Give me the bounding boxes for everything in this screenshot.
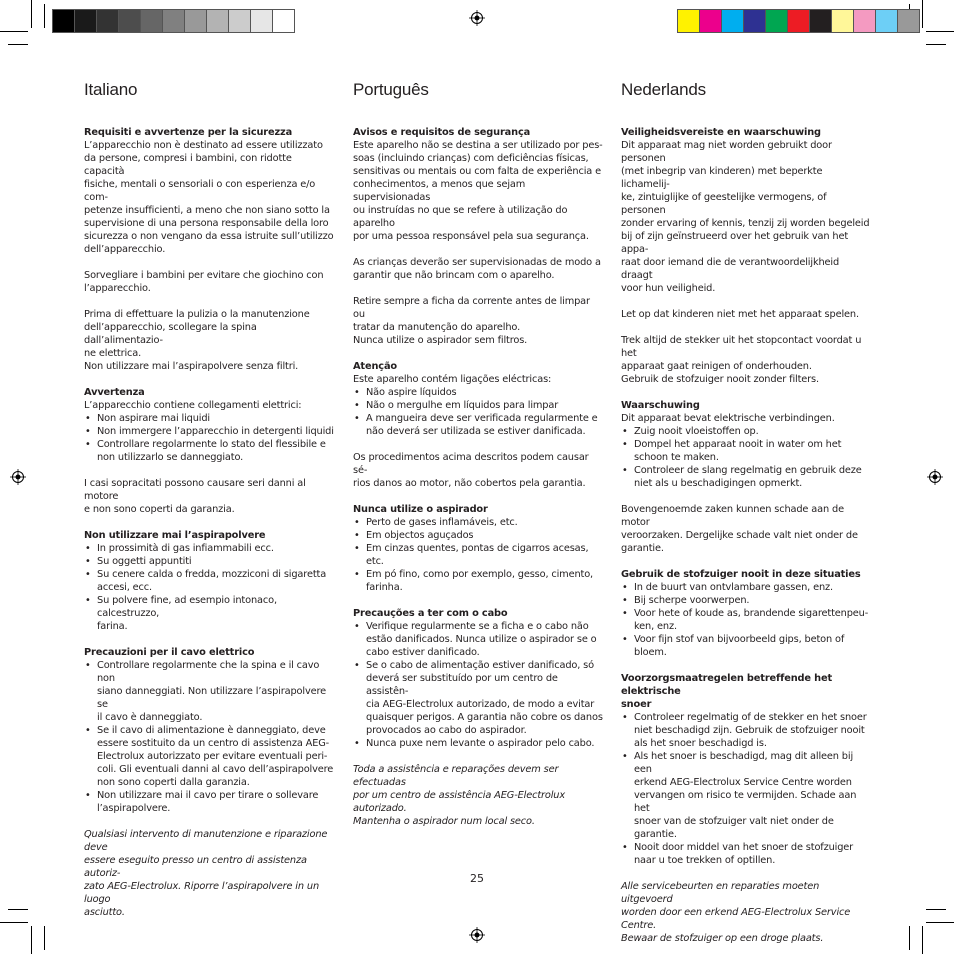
text-line: L’apparecchio contiene collegamenti elettrici: bbox=[84, 400, 302, 411]
subheading: Atenção bbox=[353, 361, 397, 372]
text-line: (met inbegrip van kinderen) met beperkte lichamelij- bbox=[621, 166, 823, 190]
subheading: Voorzorgsmaatregelen betreffende het elektrische bbox=[621, 673, 833, 697]
list-item bbox=[353, 737, 603, 750]
text-line: siano danneggiati. Non utilizzare l’aspirapolvere se bbox=[97, 686, 327, 710]
section-title: Nederlands bbox=[621, 80, 706, 99]
text-line: ou instruídas no que se refere à utilização do aparelho bbox=[353, 205, 568, 229]
text-line: supervisione di una persona responsabile della loro bbox=[84, 218, 329, 229]
color-swatch bbox=[700, 10, 722, 32]
text-line: Nunca utilize o aspirador sem filtros. bbox=[353, 335, 528, 346]
list-item bbox=[621, 464, 871, 490]
text-line: Mantenha o aspirador num local seco. bbox=[353, 816, 535, 827]
text-line: • Controleer de slang regelmatig en gebruik deze bbox=[634, 465, 862, 476]
text-line: Bovengenoemde zaken kunnen schade aan de motor bbox=[621, 504, 844, 528]
subheading: Nunca utilize o aspirador bbox=[353, 504, 488, 515]
text-line: essere sostituito da un centro di assistenza AEG- bbox=[97, 738, 330, 749]
subheading: Avisos e requisitos de segurança bbox=[353, 127, 531, 138]
subheading: Requisiti e avvertenze per la sicurezza bbox=[84, 127, 293, 138]
text-line: voor hun veiligheid. bbox=[621, 283, 716, 294]
list-item bbox=[353, 386, 603, 399]
spacer bbox=[84, 815, 334, 828]
bullet-list bbox=[353, 386, 603, 438]
text-line: Dit apparaat bevat elektrische verbindingen. bbox=[621, 413, 835, 424]
registration-mark-icon bbox=[469, 927, 485, 943]
text-line: worden door een erkend AEG-Electrolux Service Centre. bbox=[621, 907, 851, 931]
color-swatch bbox=[678, 10, 700, 32]
text-line: • Voor hete of koude as, brandende sigarettenpeu- bbox=[634, 608, 869, 619]
column-body bbox=[353, 126, 603, 828]
crop-mark bbox=[44, 4, 45, 28]
color-swatch bbox=[744, 10, 766, 32]
text-line: zato AEG-Electrolux. Riporre l’aspirapolvere in un luogo bbox=[84, 881, 320, 905]
text-line: • Bij scherpe voorwerpen. bbox=[634, 595, 750, 606]
paragraph bbox=[621, 503, 871, 555]
text-line: • Voor fijn stof van bijvoorbeeld gips, beton of bbox=[634, 634, 845, 645]
list-item bbox=[353, 529, 603, 542]
text-line: • Perto de gases inflamáveis, etc. bbox=[366, 517, 518, 528]
text-line: • Non aspirare mai liquidi bbox=[97, 413, 210, 424]
text-line: Electrolux autorizzato per evitare eventuali peri- bbox=[97, 751, 328, 762]
text-line: accesi, ecc. bbox=[97, 582, 152, 593]
text-line: • Verifique regularmente se a ficha e o cabo não bbox=[366, 621, 589, 632]
text-line: asciutto. bbox=[84, 907, 125, 918]
text-line: sicurezza o non vengano da essa istruite sull’utilizzo bbox=[84, 231, 334, 242]
color-swatch bbox=[766, 10, 788, 32]
subheading: Waarschuwing bbox=[621, 400, 700, 411]
spacer bbox=[621, 490, 871, 503]
text-line: Qualsiasi intervento di manutenzione e riparazione deve bbox=[84, 829, 328, 853]
list-item bbox=[84, 724, 334, 789]
list-item bbox=[84, 594, 334, 633]
bullet-list bbox=[84, 412, 334, 464]
bullet-list bbox=[621, 711, 871, 867]
crop-mark bbox=[44, 926, 45, 950]
column-italiano bbox=[84, 80, 334, 919]
text-line: Dit apparaat mag niet worden gebruikt door personen bbox=[621, 140, 832, 164]
subheading: Precauzioni per il cavo elettrico bbox=[84, 647, 255, 658]
text-line: Este aparelho não se destina a ser utilizado por pes- bbox=[353, 140, 603, 151]
text-line: • Controllare regolarmente lo stato del flessibile e bbox=[97, 439, 326, 450]
text-line: Este aparelho contém ligações eléctricas: bbox=[353, 374, 552, 385]
text-line: zonder ervaring of kennis, tenzij zij worden begeleid bbox=[621, 218, 870, 229]
text-line: cabo estiver danificado. bbox=[366, 647, 480, 658]
spacer bbox=[621, 321, 871, 334]
text-line: • Em pó fino, como por exemplo, gesso, cimento, bbox=[366, 569, 594, 580]
registration-mark-icon bbox=[927, 469, 943, 485]
column-body bbox=[621, 126, 871, 945]
grayscale-color-bar bbox=[52, 9, 295, 33]
text-line: • Su polvere fine, ad esempio intonaco, calcestruzzo, bbox=[97, 595, 277, 619]
text-line: l’apparecchio. bbox=[84, 283, 151, 294]
text-line: • Em objectos aguçados bbox=[366, 530, 474, 541]
list-item bbox=[621, 711, 871, 750]
text-line: As crianças deverão ser supervisionadas de modo a bbox=[353, 257, 601, 268]
text-line: • Controleer regelmatig of de stekker en het snoer bbox=[634, 712, 867, 723]
color-swatch bbox=[251, 10, 273, 32]
list-item bbox=[84, 542, 334, 555]
bullet-list bbox=[353, 516, 603, 594]
text-line: • Nooit door middel van het snoer de stofzuiger bbox=[634, 842, 854, 853]
text-line: bloem. bbox=[634, 647, 667, 658]
list-item bbox=[353, 542, 603, 568]
list-item bbox=[84, 438, 334, 464]
subheading: Non utilizzare mai l’aspirapolvere bbox=[84, 530, 266, 541]
text-line: coli. Gli eventuali danni al cavo dell’aspirapolvere bbox=[97, 764, 334, 775]
text-line: apparaat gaat reinigen of onderhouden. bbox=[621, 361, 812, 372]
text-line: bij of zijn geïnstrueerd over het gebruik van het appa- bbox=[621, 231, 849, 255]
text-line: farina. bbox=[97, 621, 128, 632]
bullet-list bbox=[621, 425, 871, 490]
spacer bbox=[353, 438, 603, 451]
italic-note bbox=[621, 880, 871, 945]
crop-mark bbox=[8, 44, 28, 45]
paragraph bbox=[621, 412, 871, 425]
text-line: sensitivas ou mentais ou com falta de experiência e bbox=[353, 166, 601, 177]
text-line: por um centro de assistência AEG-Electrolux autorizado. bbox=[353, 790, 566, 814]
text-line: da persone, compresi i bambini, con ridotte capacità bbox=[84, 153, 292, 177]
text-line: L’apparecchio non è destinato ad essere utilizzato bbox=[84, 140, 323, 151]
text-line: als het snoer beschadigd is. bbox=[634, 738, 767, 749]
paragraph bbox=[353, 256, 603, 282]
spacer bbox=[353, 594, 603, 607]
text-line: • Não aspire líquidos bbox=[366, 387, 457, 398]
text-line: ke, zintuiglijke of geestelijke vermogens, of personen bbox=[621, 192, 827, 216]
crop-mark bbox=[31, 926, 32, 954]
paragraph bbox=[84, 269, 334, 295]
color-swatch bbox=[788, 10, 810, 32]
text-line: Prima di effettuare la pulizia o la manutenzione bbox=[84, 309, 310, 320]
text-line: garantir que não brincam com o aparelho. bbox=[353, 270, 555, 281]
color-swatch bbox=[163, 10, 185, 32]
spacer bbox=[353, 347, 603, 360]
color-swatch bbox=[97, 10, 119, 32]
spacer bbox=[353, 750, 603, 763]
text-line: • Não o mergulhe em líquidos para limpar bbox=[366, 400, 559, 411]
paragraph bbox=[353, 451, 603, 490]
list-item bbox=[621, 633, 871, 659]
text-line: essere eseguito presso un centro di assistenza autoriz- bbox=[84, 855, 307, 879]
italic-note bbox=[353, 763, 603, 828]
list-item bbox=[621, 581, 871, 594]
spacer bbox=[84, 373, 334, 386]
column-nederlands bbox=[621, 80, 871, 945]
text-line: niet als u beschadigingen opmerkt. bbox=[634, 478, 803, 489]
text-line: • Su oggetti appuntiti bbox=[97, 556, 192, 567]
text-line: • Em cinzas quentes, pontas de cigarros acesas, etc. bbox=[366, 543, 589, 567]
subheading: Avvertenza bbox=[84, 387, 145, 398]
paragraph bbox=[353, 295, 603, 347]
spacer bbox=[621, 386, 871, 399]
list-item bbox=[353, 412, 603, 438]
text-line: fisiche, mentali o sensoriali o con esperienza e/o com- bbox=[84, 179, 316, 203]
text-line: naar u toe trekken of optillen. bbox=[634, 855, 776, 866]
list-item bbox=[621, 750, 871, 841]
text-line: tratar da manutenção do aparelho. bbox=[353, 322, 521, 333]
registration-mark-icon bbox=[469, 10, 485, 26]
text-line: I casi sopracitati possono causare seri danni al motore bbox=[84, 478, 306, 502]
spacer bbox=[621, 295, 871, 308]
color-swatch bbox=[207, 10, 229, 32]
color-swatch bbox=[229, 10, 251, 32]
text-line: e non sono coperti da garanzia. bbox=[84, 504, 235, 515]
list-item bbox=[353, 568, 603, 594]
crop-mark bbox=[926, 31, 954, 32]
spacer bbox=[84, 256, 334, 269]
text-line: l’aspirapolvere. bbox=[97, 803, 171, 814]
text-line: snoer van de stofzuiger valt niet onder de garantie. bbox=[634, 816, 834, 840]
crop-mark bbox=[926, 909, 946, 910]
text-line: veroorzaken. Dergelijke schade valt niet onder de bbox=[621, 530, 858, 541]
subheading: Precauções a ter com o cabo bbox=[353, 608, 508, 619]
text-line: • Dompel het apparaat nooit in water om het bbox=[634, 439, 842, 450]
text-line: Non utilizzare mai l’aspirapolvere senza filtri. bbox=[84, 361, 299, 372]
crop-mark bbox=[8, 909, 28, 910]
text-line: • Nunca puxe nem levante o aspirador pelo cabo. bbox=[366, 738, 595, 749]
list-item bbox=[621, 841, 871, 867]
text-line: • In de buurt van ontvlambare gassen, enz. bbox=[634, 582, 833, 593]
color-swatch bbox=[854, 10, 876, 32]
paragraph bbox=[621, 139, 871, 295]
text-line: Os procedimentos acima descritos podem causar sé- bbox=[353, 452, 589, 476]
color-swatch bbox=[119, 10, 141, 32]
text-line: não deverá ser utilizada se estiver danificada. bbox=[366, 426, 586, 437]
text-line: Toda a assistência e reparações devem ser efectuadas bbox=[353, 764, 559, 788]
color-swatch bbox=[832, 10, 854, 32]
text-line: • Zuig nooit vloeistoffen op. bbox=[634, 426, 759, 437]
spacer bbox=[84, 295, 334, 308]
text-line: dell’apparecchio, scollegare la spina dall’alimentazio- bbox=[84, 322, 257, 346]
subheading: Veiligheidsvereiste en waarschuwing bbox=[621, 127, 821, 138]
paragraph bbox=[353, 139, 603, 243]
process-color-bar bbox=[677, 9, 920, 33]
crop-mark bbox=[0, 922, 28, 923]
text-line: estão danificados. Nunca utilize o aspirador se o bbox=[366, 634, 597, 645]
paragraph bbox=[84, 477, 334, 516]
text-line: Gebruik de stofzuiger nooit zonder filters. bbox=[621, 374, 819, 385]
section-title: Italiano bbox=[84, 80, 138, 99]
text-line: deverá ser substituído por um centro de assistên- bbox=[366, 673, 558, 697]
crop-mark bbox=[926, 922, 954, 923]
list-item bbox=[84, 412, 334, 425]
bullet-list bbox=[353, 620, 603, 750]
color-swatch bbox=[75, 10, 97, 32]
text-line: conhecimentos, a menos que sejam supervisionadas bbox=[353, 179, 526, 203]
color-swatch bbox=[273, 10, 294, 32]
text-line: il cavo è danneggiato. bbox=[97, 712, 203, 723]
text-line: Sorvegliare i bambini per evitare che giochino con bbox=[84, 270, 324, 281]
crop-mark bbox=[909, 926, 910, 950]
text-line: ne elettrica. bbox=[84, 348, 142, 359]
column-portugues bbox=[353, 80, 603, 828]
text-line: garantie. bbox=[621, 543, 664, 554]
text-line: vervangen om risico te vermijden. Schade aan het bbox=[634, 790, 857, 814]
crop-mark bbox=[922, 926, 923, 954]
color-swatch bbox=[185, 10, 207, 32]
list-item bbox=[353, 399, 603, 412]
text-line: cia AEG-Electrolux autorizado, de modo a evitar bbox=[366, 699, 595, 710]
list-item bbox=[621, 425, 871, 438]
bullet-list bbox=[84, 542, 334, 633]
color-swatch bbox=[898, 10, 919, 32]
list-item bbox=[353, 659, 603, 737]
text-line: • Non utilizzare mai il cavo per tirare o sollevare bbox=[97, 790, 319, 801]
list-item bbox=[353, 620, 603, 659]
text-line: niet beschadigd zijn. Gebruik de stofzuiger nooit bbox=[634, 725, 865, 736]
paragraph bbox=[84, 308, 334, 373]
text-line: schoon te maken. bbox=[634, 452, 719, 463]
spacer bbox=[353, 282, 603, 295]
text-line: raat door iemand die de verantwoordelijkheid draagt bbox=[621, 257, 840, 281]
text-line: • A mangueira deve ser verificada regularmente e bbox=[366, 413, 598, 424]
list-item bbox=[353, 516, 603, 529]
crop-mark bbox=[0, 31, 28, 32]
text-line: Trek altijd de stekker uit het stopcontact voordat u het bbox=[621, 335, 862, 359]
text-line: non sono coperti dalla garanzia. bbox=[97, 777, 250, 788]
text-line: dell’apparecchio. bbox=[84, 244, 166, 255]
text-line: quaisquer perigos. A garantia não cobre os danos bbox=[366, 712, 603, 723]
paragraph bbox=[621, 334, 871, 386]
text-line: farinha. bbox=[366, 582, 403, 593]
paragraph bbox=[353, 373, 603, 386]
color-swatch bbox=[141, 10, 163, 32]
text-line: Let op dat kinderen niet met het apparaat spelen. bbox=[621, 309, 859, 320]
text-line: por uma pessoa responsável pela sua segurança. bbox=[353, 231, 589, 242]
list-item bbox=[84, 425, 334, 438]
column-body bbox=[84, 126, 334, 919]
crop-mark bbox=[926, 44, 946, 45]
text-line: Bewaar de stofzuiger op een droge plaats. bbox=[621, 933, 824, 944]
paragraph bbox=[84, 399, 334, 412]
bullet-list bbox=[621, 581, 871, 659]
subheading: Gebruik de stofzuiger nooit in deze situaties bbox=[621, 569, 861, 580]
spacer bbox=[84, 464, 334, 477]
list-item bbox=[84, 568, 334, 594]
text-line: Retire sempre a ficha da corrente antes de limpar ou bbox=[353, 296, 590, 320]
text-line: soas (incluindo crianças) com deficiências físicas, bbox=[353, 153, 589, 164]
color-swatch bbox=[876, 10, 898, 32]
crop-mark bbox=[31, 0, 32, 28]
text-line: • Se o cabo de alimentação estiver danificado, só bbox=[366, 660, 594, 671]
text-line: ken, enz. bbox=[634, 621, 677, 632]
list-item bbox=[84, 659, 334, 724]
color-swatch bbox=[810, 10, 832, 32]
paragraph bbox=[84, 139, 334, 256]
registration-mark-icon bbox=[10, 469, 26, 485]
list-item bbox=[84, 555, 334, 568]
color-swatch bbox=[53, 10, 75, 32]
text-line: provocados ao cabo do aspirador. bbox=[366, 725, 527, 736]
text-line: Alle servicebeurten en reparaties moeten uitgevoerd bbox=[621, 881, 820, 905]
spacer bbox=[84, 633, 334, 646]
spacer bbox=[353, 490, 603, 503]
text-line: petenze insufficienti, a meno che non siano sotto la bbox=[84, 205, 330, 216]
spacer bbox=[84, 516, 334, 529]
spacer bbox=[621, 659, 871, 672]
text-line: non utilizzarlo se danneggiato. bbox=[97, 452, 244, 463]
text-line: • In prossimità di gas infiammabili ecc. bbox=[97, 543, 274, 554]
text-line: • Controllare regolarmente che la spina e il cavo non bbox=[97, 660, 320, 684]
section-title: Português bbox=[353, 80, 429, 99]
text-line: rios danos ao motor, não cobertos pela garantia. bbox=[353, 478, 586, 489]
crop-mark bbox=[922, 0, 923, 28]
text-line: • Non immergere l’apparecchio in detergenti liquidi bbox=[97, 426, 334, 437]
text-line: • Se il cavo di alimentazione è danneggiato, deve bbox=[97, 725, 326, 736]
text-line: erkend AEG-Electrolux Service Centre worden bbox=[634, 777, 852, 788]
page-number: 25 bbox=[470, 872, 484, 885]
color-swatch bbox=[722, 10, 744, 32]
paragraph bbox=[621, 308, 871, 321]
text-line: • Su cenere calda o fredda, mozziconi di sigaretta bbox=[97, 569, 327, 580]
list-item bbox=[621, 438, 871, 464]
list-item bbox=[84, 789, 334, 815]
spacer bbox=[353, 243, 603, 256]
list-item bbox=[621, 607, 871, 633]
subheading: snoer bbox=[621, 699, 652, 710]
spacer bbox=[621, 555, 871, 568]
list-item bbox=[621, 594, 871, 607]
text-line: • Als het snoer is beschadigd, mag dit alleen bij een bbox=[634, 751, 854, 775]
bullet-list bbox=[84, 659, 334, 815]
